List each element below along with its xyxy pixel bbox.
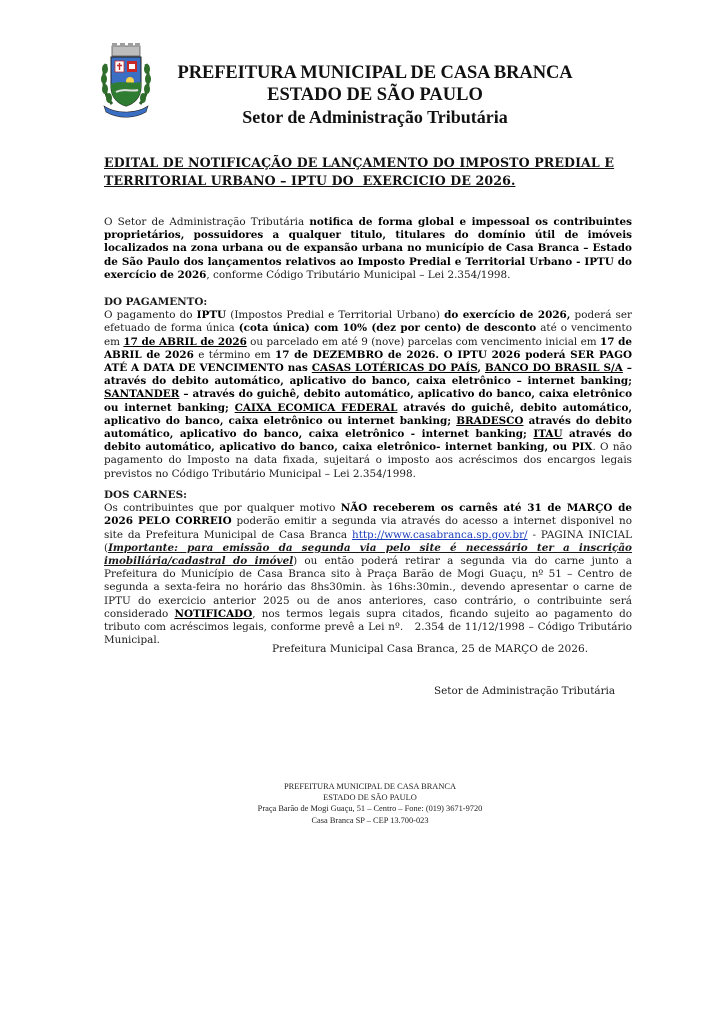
bold-text: IPTU [196, 309, 227, 322]
payment-heading: DO PAGAMENTO: [104, 296, 208, 308]
text: poderão emitir a segunda via através do acesso a internet disponivel no site da Prefeitura Municipal de Casa Branca [104, 515, 632, 541]
bold-text: através do guichê, debito automático, aplicativo do banco, caixa eletrônico ou internet banking; [104, 401, 632, 427]
footer-line1: PREFEITURA MUNICIPAL DE CASA BRANCA [283, 782, 457, 791]
bold-text: 17 de ABRIL de 2026 [104, 335, 632, 361]
signature: Setor de Administração Tributária [434, 685, 616, 697]
letterhead-line1: PREFEITURA MUNICIPAL DE CASA BRANCA [177, 63, 573, 83]
due-date: 17 de ABRIL de 2026 [123, 335, 247, 348]
municipal-coat-of-arms-icon [100, 42, 152, 120]
bank-banco-do-brasil: BANCO DO BRASIL S/A [484, 362, 623, 375]
website-link[interactable]: http://www.casabranca.sp.gov.br/ [352, 528, 528, 541]
text: até o vencimento em [104, 322, 632, 348]
bold-text: do exercício de 2026, [444, 309, 571, 322]
notificado-text: NOTIFICADO [174, 607, 253, 620]
text: ou parcelado em até 9 (nove) parcelas com vencimento inicial em [246, 335, 600, 348]
footer-line4: Casa Branca SP – CEP 13.700-023 [311, 815, 429, 825]
carnes-heading: DOS CARNES: [104, 489, 187, 501]
bank-santander: SANTANDER [104, 388, 180, 401]
document-title [104, 154, 644, 190]
bank-bradesco: BRADESCO [456, 414, 524, 427]
text: - PAGINA INICIAL ( [104, 528, 632, 554]
bold-text: – através do guichê, debito automático, aplicativo do banco, caixa eletrônico ou internet banking; [104, 388, 632, 414]
bold-text: , [477, 362, 485, 375]
text: ) ou então poderá retirar a segunda via do carne junto a Prefeitura do Município de Casa Branca sito à Praça Barão de Mogi Guaçu, nº 51 – Centro de segunda a sexta-feira no horário das 8hs30min. às 16hs:30min., devendo apresentar o carne de IPTU do exercicio anterior 2025 ou de anos anteriores, caso contrário, o contribuinte será considerado [104, 555, 632, 620]
payment-paragraph [104, 309, 632, 481]
bank-itau: ITAU [533, 428, 563, 441]
footer [220, 781, 520, 826]
bold-text: notifica de forma global e impessoal os contribuintes proprietários, possuidores a qualquer titulo, titulares do domínio útil de imóveis localizados na zona urbana ou de expansão urbana no município de Casa Branca – Estado de São Paulo dos lançamentos relativos ao Imposto Predial e Territorial Urbano - IPTU do exercício de 2026 [104, 216, 632, 281]
payment-section [104, 296, 632, 481]
letterhead-line2: ESTADO DE SÃO PAULO [267, 85, 483, 105]
text: , conforme Código Tributário Municipal – Lei 2.354/1998. [206, 268, 511, 281]
text: O Setor de Administração Tributária [104, 216, 310, 228]
bank-caixa: CAIXA ECOMICA FEDERAL [234, 401, 398, 414]
text: O pagamento do [104, 309, 197, 322]
text: e término em [193, 348, 275, 361]
letterhead-line3: Setor de Administração Tributária [242, 107, 508, 127]
bold-text: através do debito automático, aplicativo do banco, caixa eletrônico - internet banking; [104, 414, 632, 441]
text: , nos termos legais supra citados, ficando sujeito ao pagamento do tributo com acréscimos legais, conforme prevê a Lei nº. 2.354 de 11/12/1998 – Código Tributário Municipal. [104, 607, 636, 647]
bold-text: 17 de DEZEMBRO de 2026. O IPTU 2026 poderá SER PAGO ATÉ A DATA DE VENCIMENTO nas [104, 348, 632, 375]
important-note: Importante: para emissão da segunda via pelo site é necessário ter a inscrição imobiliária/cadastral do imóvel [104, 541, 632, 568]
intro-paragraph [104, 216, 632, 282]
bold-text: (cota única) com 10% (dez por cento) de desconto [238, 322, 537, 335]
text: poderá ser efetuado de forma única [104, 309, 632, 335]
footer-line2: ESTADO DE SÃO PAULO [323, 793, 417, 803]
bold-text: – através do debito automático, aplicativo do banco, caixa eletrônico – internet banking; [104, 362, 632, 388]
footer-line3: Praça Barão de Mogi Guaçu, 51 – Centro – Fone: (019) 3671-9720 [257, 804, 483, 814]
carnes-paragraph [104, 502, 636, 647]
bank-casas-lotericas: CASAS LOTÉRICAS DO PAÍS [311, 362, 478, 375]
title-line2: TERRITORIAL URBANO – IPTU DO EXERCICIO DE 2026. [104, 173, 516, 188]
bold-text: NÃO receberem os carnês até 31 de MARÇO de 2026 PELO CORREIO [104, 502, 632, 528]
dateline: Prefeitura Municipal Casa Branca, 25 de MARÇO de 2026. [272, 643, 589, 655]
title-line1: EDITAL DE NOTIFICAÇÃO DE LANÇAMENTO DO IMPOSTO PREDIAL E [104, 155, 615, 170]
bold-text: através do debito automático, aplicativo do banco, caixa eletrônico- internet banking, ou PIX [104, 428, 633, 454]
carnes-section [104, 489, 636, 647]
text: . O não pagamento do Imposto na data fixada, sujeitará o imposto aos acréscimos dos encargos legais previstos no Código Tributário Municipal – Lei 2.354/1998. [104, 441, 632, 480]
text: Os contribuintes que por qualquer motivo [104, 502, 341, 515]
letterhead [160, 62, 590, 128]
text: (Impostos Predial e Territorial Urbano) [226, 309, 445, 322]
